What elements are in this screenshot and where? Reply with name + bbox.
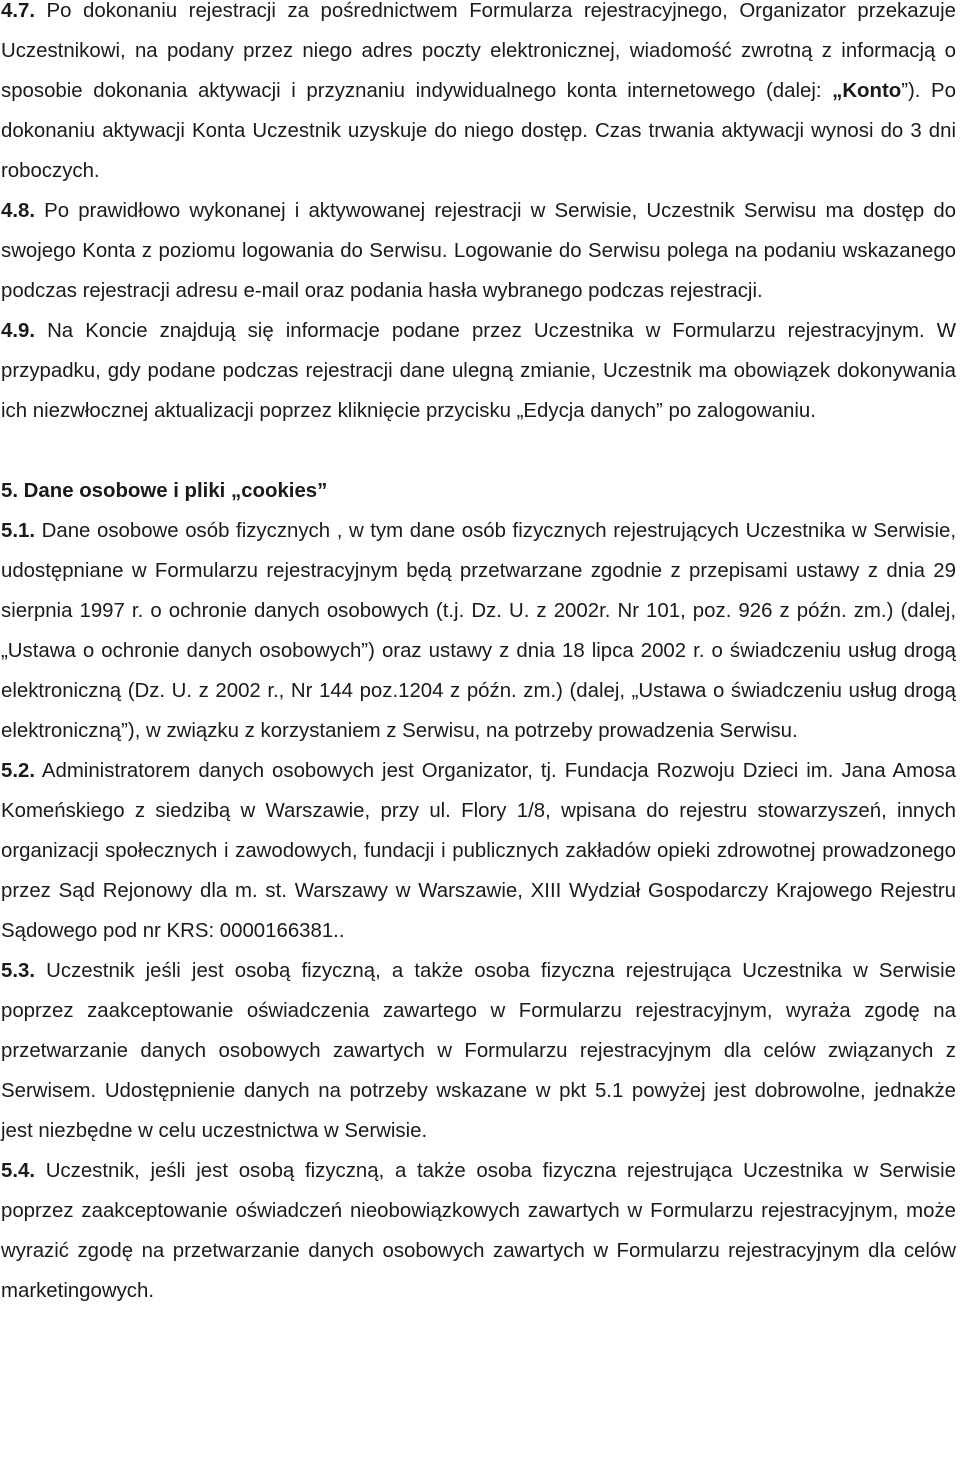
section-number: 4.9. — [1, 320, 36, 342]
paragraph-text: Na Koncie znajdują się informacje podane przez Uczestnika w Formularzu rejestracyjnym. W przypadku, gdy podane podczas rejestracji dane ulegną zmianie, Uczestnik ma obowiązek dokonywania ich niezwłocznej aktualizacji poprzez kliknięcie przycisku „Edycja danych” po zalogowaniu. — [1, 320, 956, 422]
paragraph-5-3 — [1, 951, 956, 1151]
section-number: 5.3. — [1, 960, 36, 982]
paragraph-text: Po dokonaniu rejestracji za pośrednictwem Formularza rejestracyjnego, Organizator przekazuje Uczestnikowi, na podany przez niego adres poczty elektronicznej, wiadomość zwrotną z informacją o sposobie dokonania aktywacji i przyznaniu indywidualnego konta internetowego (dalej: — [1, 0, 956, 102]
paragraph-5-2 — [1, 751, 956, 951]
section-heading: 5. Dane osobowe i pliki „cookies” — [1, 480, 328, 502]
section-number: 4.8. — [1, 200, 36, 222]
section-number: 5.2. — [1, 760, 36, 782]
document-body — [1, 0, 956, 1311]
paragraph-text: Po prawidłowo wykonanej i aktywowanej rejestracji w Serwisie, Uczestnik Serwisu ma dostęp do swojego Konta z poziomu logowania do Serwisu. Logowanie do Serwisu polega na podaniu wskazanego podczas rejestracji adresu e-mail oraz podania hasła wybranego podczas rejestracji. — [1, 200, 956, 302]
bold-term-konto: „Konto — [832, 80, 902, 102]
paragraph-5-4 — [1, 1151, 956, 1311]
paragraph-5-1 — [1, 511, 956, 751]
section-number: 5.1. — [1, 520, 36, 542]
paragraph-text: Uczestnik jeśli jest osobą fizyczną, a także osoba fizyczna rejestrująca Uczestnika w Serwisie poprzez zaakceptowanie oświadczenia zawartego w Formularzu rejestracyjnym, wyraża zgodę na przetwarzanie danych osobowych zawartych w Formularzu rejestracyjnym dla celów związanych z Serwisem. Udostępnienie danych na potrzeby wskazane w pkt 5.1 powyżej jest dobrowolne, jednakże jest niezbędne w celu uczestnictwa w Serwisie. — [1, 960, 956, 1142]
paragraph-4-8 — [1, 191, 956, 311]
section-number: 4.7. — [1, 0, 36, 22]
paragraph-text: Administratorem danych osobowych jest Organizator, tj. Fundacja Rozwoju Dzieci im. Jana Amosa Komeńskiego z siedzibą w Warszawie, przy ul. Flory 1/8, wpisana do rejestru stowarzyszeń, innych organizacji społecznych i zawodowych, fundacji i publicznych zakładów opieki zdrowotnej prowadzonego przez Sąd Rejonowy dla m. st. Warszawy w Warszawie, XIII Wydział Gospodarczy Krajowego Rejestru Sądowego pod nr KRS: 0000166381.. — [1, 760, 956, 942]
spacer — [1, 431, 956, 471]
paragraph-text: Dane osobowe osób fizycznych , w tym dane osób fizycznych rejestrujących Uczestnika w Serwisie, udostępniane w Formularzu rejestracyjnym będą przetwarzane zgodnie z przepisami ustawy z dnia 29 sierpnia 1997 r. o ochronie danych osobowych (t.j. Dz. U. z 2002r. Nr 101, poz. 926 z późn. zm.) (dalej, „Ustawa o ochronie danych osobowych”) oraz ustawy z dnia 18 lipca 2002 r. o świadczeniu usług drogą elektroniczną (Dz. U. z 2002 r., Nr 144 poz.1204 z późn. zm.) (dalej, „Ustawa o świadczeniu usług drogą elektroniczną”), w związku z korzystaniem z Serwisu, na potrzeby prowadzenia Serwisu. — [1, 520, 956, 742]
paragraph-4-9 — [1, 311, 956, 431]
paragraph-text: ”). Po dokonaniu aktywacji Konta Uczestnik uzyskuje do niego dostęp. Czas trwania aktywacji wynosi do 3 dni roboczych. — [1, 80, 956, 182]
paragraph-4-7 — [1, 0, 956, 191]
paragraph-text: Uczestnik, jeśli jest osobą fizyczną, a także osoba fizyczna rejestrująca Uczestnika w Serwisie poprzez zaakceptowanie oświadczeń nieobowiązkowych zawartych w Formularzu rejestracyjnym, może wyrazić zgodę na przetwarzanie danych osobowych zawartych w Formularzu rejestracyjnym dla celów marketingowych. — [1, 1160, 956, 1302]
section-number: 5.4. — [1, 1160, 36, 1182]
